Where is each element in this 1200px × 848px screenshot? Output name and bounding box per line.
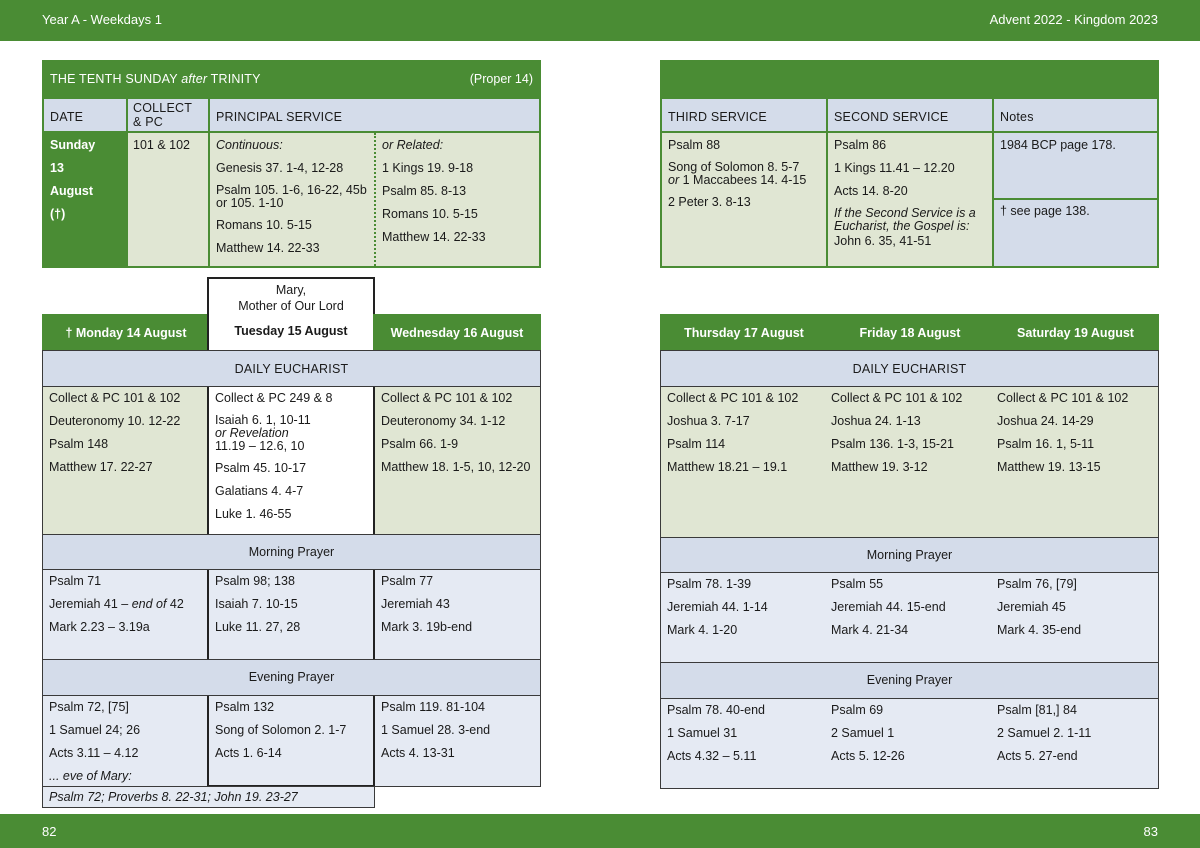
sunday-collect-cell: 101 & 102 xyxy=(126,131,210,268)
day-header-friday: Friday 18 August xyxy=(826,314,994,351)
eucharist-wednesday: Collect & PC 101 & 102 Deuteronomy 34. 1-12 Psalm 66. 1-9 Matthew 18. 1-5, 10, 12-20 xyxy=(375,387,541,534)
page-header xyxy=(0,0,1200,41)
col-header-third: THIRD SERVICE xyxy=(660,97,828,133)
sunday-title: THE TENTH SUNDAY xyxy=(50,72,182,86)
sunday-date-cell: Sunday 13 August (†) xyxy=(42,131,128,268)
header-left: Year A - Weekdays 1 xyxy=(42,12,162,27)
morning-monday: Psalm 71 Jeremiah 41 – end of 42 Mark 2.23 – 3.19a xyxy=(42,570,208,659)
col-header-collect: COLLECT & PC xyxy=(126,97,210,133)
header-right: Advent 2022 - Kingdom 2023 xyxy=(989,12,1158,27)
evening-saturday: Psalm [81,] 84 2 Samuel 2. 1-11 Acts 5. 27-end xyxy=(991,699,1159,789)
sunday-title-bar xyxy=(42,60,541,98)
morning-wednesday: Psalm 77 Jeremiah 43 Mark 3. 19b-end xyxy=(375,570,541,659)
evening-tuesday: Psalm 132 Song of Solomon 2. 1-7 Acts 1. 6-14 xyxy=(207,696,375,787)
sunday-table-left xyxy=(42,60,541,268)
eucharist-tuesday: Collect & PC 249 & 8 Isaiah 6. 1, 10-11 or Revelation 11.19 – 12.6, 10 Psalm 45. 10-17 Galatians 4. 4-7 Luke 1. 46-55 xyxy=(207,387,375,534)
sunday-title-trinity: TRINITY xyxy=(207,72,261,86)
morning-thursday: Psalm 78. 1-39 Jeremiah 44. 1-14 Mark 4. 1-20 xyxy=(660,573,826,662)
evening-monday: Psalm 72, [75] 1 Samuel 24; 26 Acts 3.11 – 4.12 ... eve of Mary: xyxy=(42,696,208,787)
eve-of-mary-readings: Psalm 72; Proverbs 8. 22-31; John 19. 23-27 xyxy=(42,786,375,808)
morning-tuesday: Psalm 98; 138 Isaiah 7. 10-15 Luke 11. 27, 28 xyxy=(207,570,375,659)
sunday-title-bar-right xyxy=(660,60,1159,98)
second-service-cell: Psalm 86 1 Kings 11.41 – 12.20 Acts 14. 8-20 If the Second Service is a Eucharist, the Gospel is: John 6. 35, 41-51 xyxy=(826,131,994,268)
evening-prayer-label-right: Evening Prayer xyxy=(660,662,1159,699)
notes-cell-top: 1984 BCP page 178. xyxy=(992,131,1159,200)
day-header-saturday: Saturday 19 August xyxy=(992,314,1159,351)
col-header-principal: PRINCIPAL SERVICE xyxy=(208,97,541,133)
third-service-cell: Psalm 88 Song of Solomon 8. 5-7 or 1 Maccabees 14. 4-15 2 Peter 3. 8-13 xyxy=(660,131,828,268)
evening-friday: Psalm 69 2 Samuel 1 Acts 5. 12-26 xyxy=(825,699,992,789)
feast-title-box: Mary, Mother of Our Lord xyxy=(207,277,375,317)
notes-cell-bottom: † see page 138. xyxy=(992,198,1159,268)
morning-prayer-label-right: Morning Prayer xyxy=(660,537,1159,573)
principal-divider xyxy=(374,133,376,266)
page-footer xyxy=(0,814,1200,848)
eucharist-thursday: Collect & PC 101 & 102 Joshua 3. 7-17 Psalm 114 Matthew 18.21 – 19.1 xyxy=(660,387,826,537)
day-header-thursday: Thursday 17 August xyxy=(660,314,828,351)
day-header-tuesday: Tuesday 15 August xyxy=(207,314,375,351)
col-header-second: SECOND SERVICE xyxy=(826,97,994,133)
day-header-wednesday: Wednesday 16 August xyxy=(373,314,541,351)
sunday-table-right xyxy=(660,60,1159,268)
morning-saturday: Psalm 76, [79] Jeremiah 45 Mark 4. 35-end xyxy=(991,573,1159,662)
related-readings: or Related: 1 Kings 19. 9-18 Psalm 85. 8-13 Romans 10. 5-15 Matthew 14. 22-33 xyxy=(382,138,486,244)
weekdays-right-table xyxy=(660,314,1159,789)
col-header-date: DATE xyxy=(42,97,128,133)
page-number-left: 82 xyxy=(42,824,57,839)
weekdays-left-table xyxy=(42,314,541,808)
page-number-right: 83 xyxy=(1143,824,1158,839)
day-header-monday: † Monday 14 August xyxy=(42,314,210,351)
continuous-readings: Continuous: Genesis 37. 1-4, 12-28 Psalm 105. 1-6, 16-22, 45b or 105. 1-10 Romans 10. 5-15 Matthew 14. 22-33 xyxy=(216,138,367,255)
eucharist-monday: Collect & PC 101 & 102 Deuteronomy 10. 12-22 Psalm 148 Matthew 17. 22-27 xyxy=(42,387,208,534)
sunday-principal-cell xyxy=(208,131,541,268)
evening-thursday: Psalm 78. 40-end 1 Samuel 31 Acts 4.32 – 5.11 xyxy=(660,699,826,789)
proper-label: (Proper 14) xyxy=(469,72,533,86)
eucharist-saturday: Collect & PC 101 & 102 Joshua 24. 14-29 Psalm 16. 1, 5-11 Matthew 19. 13-15 xyxy=(991,387,1159,537)
col-header-notes: Notes xyxy=(992,97,1159,133)
daily-eucharist-label: DAILY EUCHARIST xyxy=(42,350,541,387)
eucharist-friday: Collect & PC 101 & 102 Joshua 24. 1-13 Psalm 136. 1-3, 15-21 Matthew 19. 3-12 xyxy=(825,387,992,537)
morning-friday: Psalm 55 Jeremiah 44. 15-end Mark 4. 21-34 xyxy=(825,573,992,662)
evening-prayer-label: Evening Prayer xyxy=(42,659,541,696)
sunday-title-after: after xyxy=(181,72,208,86)
daily-eucharist-label-right: DAILY EUCHARIST xyxy=(660,350,1159,387)
morning-prayer-label: Morning Prayer xyxy=(42,534,541,570)
evening-wednesday: Psalm 119. 81-104 1 Samuel 28. 3-end Acts 4. 13-31 xyxy=(375,696,541,787)
